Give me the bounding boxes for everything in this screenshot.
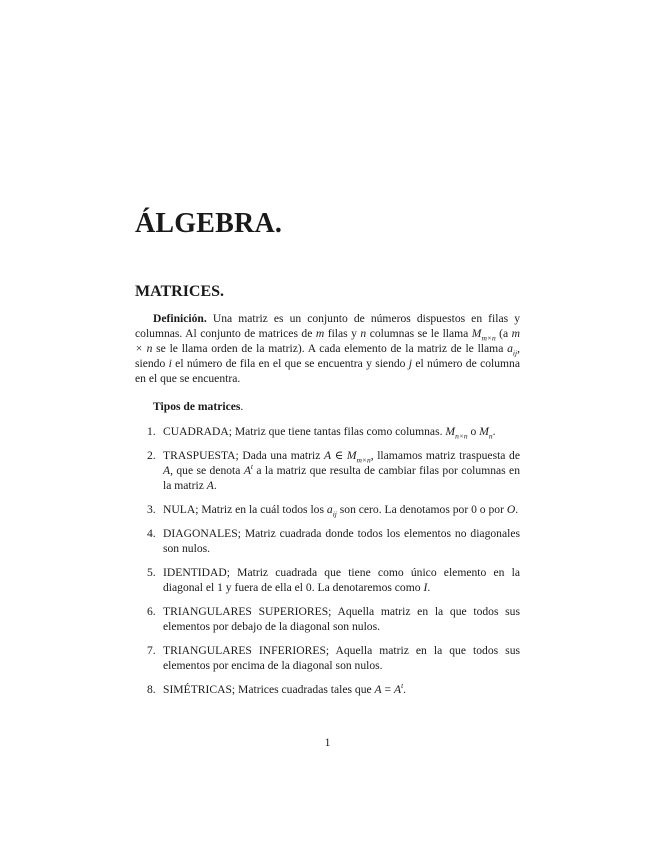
math-A: A <box>243 464 251 477</box>
math-A: A <box>393 683 402 696</box>
text-run: . <box>403 683 407 696</box>
text-run: TRIANGULARES INFERIORES; Aquella matriz en la que todos sus elementos por encima de la diagonal son nulos. <box>163 644 520 672</box>
math-a: a <box>507 342 513 355</box>
list-number: 8. <box>147 683 156 696</box>
text-run: columnas se le llama <box>366 327 472 340</box>
text-run: CUADRADA; Matriz que tiene tantas filas como columnas. <box>163 425 446 438</box>
math-mxn: m × n <box>135 327 521 355</box>
text-run: . <box>427 581 431 594</box>
math-i: i <box>168 357 172 370</box>
text-run: , llamamos matriz traspuesta de <box>370 449 520 462</box>
text-run: TRASPUESTA; Dada una matriz <box>163 449 324 462</box>
text-run: el número de fila en el que se encuentra y siendo <box>171 357 409 370</box>
math-A: A <box>374 683 382 696</box>
list-number: 1. <box>147 425 156 438</box>
list-number: 4. <box>147 527 156 540</box>
types-heading <box>153 400 243 413</box>
text-run: o <box>467 425 480 438</box>
text-run: . <box>515 503 519 516</box>
text-run: , siendo <box>135 342 520 370</box>
math-M-subscript: m×n <box>356 455 371 465</box>
text-run: Una matriz es un conjunto de números dispuestos en filas y columnas. Al conjunto de matrices de <box>135 312 520 340</box>
math-M-subscript: n×n <box>455 431 468 441</box>
math-j: j <box>408 357 413 370</box>
list-item-cuadrada <box>135 424 520 439</box>
math-M: M <box>479 425 489 438</box>
math-equals: = <box>381 683 394 696</box>
list-item-simetricas <box>135 682 520 697</box>
list-item-triangulares-superiores <box>135 604 520 634</box>
text-run: filas y <box>324 327 361 340</box>
types-heading-label: Tipos de matrices <box>153 400 241 413</box>
math-A: A <box>163 464 171 477</box>
text-run: . <box>492 425 496 438</box>
math-element-of: ∈ <box>331 449 347 462</box>
page-number: 1 <box>324 736 331 749</box>
math-a-subscript: ij <box>512 348 518 358</box>
math-M: M <box>346 449 357 462</box>
definition-label: Definición. <box>153 312 207 325</box>
text-run: NULA; Matriz en la cuál todos los <box>163 503 327 516</box>
list-number: 7. <box>147 644 156 657</box>
math-A-superscript: t <box>250 462 253 472</box>
text-run: son cero. La denotamos por 0 o por <box>336 503 507 516</box>
text-run: IDENTIDAD; Matriz cuadrada que tiene como único elemento en la diagonal el 1 y fuera de ella el 0. La denotaremos como <box>163 566 520 594</box>
math-a-subscript: ij <box>332 509 337 519</box>
list-item-identidad <box>135 565 520 595</box>
text-run: . <box>213 479 217 492</box>
text-run: DIAGONALES; Matriz cuadrada donde todos los elementos no diagonales son nulos. <box>163 527 520 555</box>
text-run: TRIANGULARES SUPERIORES; Aquella matriz en la que todos sus elementos por debajo de la diagonal son nulos. <box>163 605 520 633</box>
math-M: M <box>445 425 456 438</box>
matrix-types-list <box>135 424 520 706</box>
text-run: (a <box>495 327 512 340</box>
text-run: . <box>240 400 244 413</box>
math-M-subscript: m×n <box>481 333 496 343</box>
list-number: 5. <box>147 566 156 579</box>
text-run: a la matriz que resulta de cambiar filas por columnas en la matriz <box>163 464 520 492</box>
list-number: 3. <box>147 503 156 516</box>
list-number: 6. <box>147 605 156 618</box>
math-M: M <box>471 327 482 340</box>
list-item-traspuesta <box>135 448 520 493</box>
math-A: A <box>323 449 332 462</box>
text-run: el número de columna en el que se encuentra. <box>135 357 520 385</box>
math-A: A <box>206 479 214 492</box>
math-M-subscript: n <box>488 431 493 441</box>
list-number: 2. <box>147 449 156 462</box>
math-O: O <box>506 503 516 516</box>
math-a: a <box>326 503 333 516</box>
text-run: SIMÉTRICAS; Matrices cuadradas tales que <box>163 683 375 696</box>
math-m: m <box>315 327 325 340</box>
definition-paragraph <box>135 311 520 386</box>
chapter-title: ÁLGEBRA. <box>135 208 283 239</box>
section-title: MATRICES. <box>135 283 225 300</box>
math-A-superscript: t <box>401 681 404 691</box>
math-n: n <box>360 327 367 340</box>
math-I: I <box>423 581 428 594</box>
list-item-diagonales <box>135 526 520 556</box>
list-item-triangulares-inferiores <box>135 643 520 673</box>
text-run: se le llama orden de la matriz). A cada elemento de la matriz de le llama <box>152 342 508 355</box>
text-run: , que se denota <box>170 464 244 477</box>
list-item-nula <box>135 502 520 517</box>
